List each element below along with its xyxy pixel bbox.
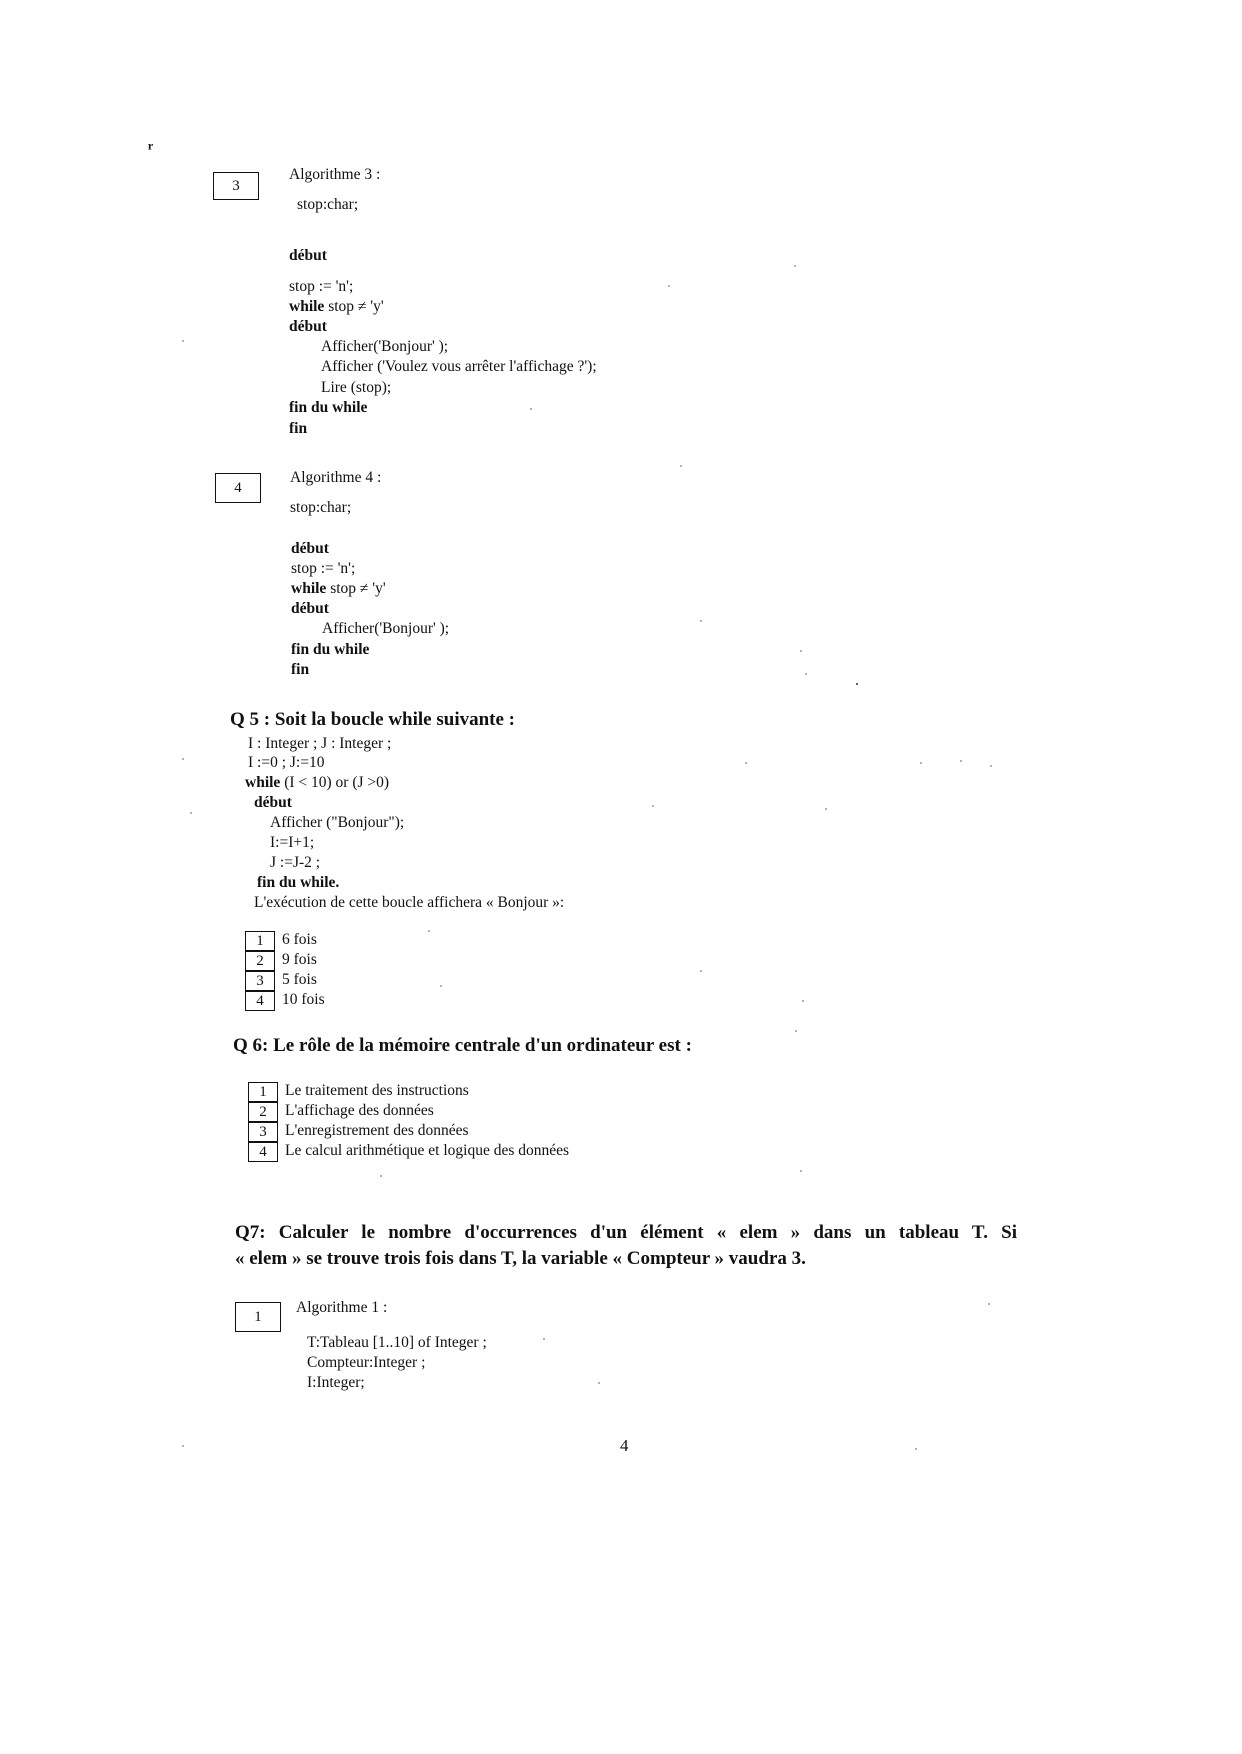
scan-speck xyxy=(802,1000,804,1002)
algo4-line: début xyxy=(291,600,329,617)
algo3-line: début xyxy=(289,318,327,335)
q7-algo1-title: Algorithme 1 : xyxy=(296,1299,388,1316)
q5-code-line: I:=I+1; xyxy=(270,834,315,851)
scan-speck xyxy=(920,762,922,764)
scan-speck xyxy=(745,762,747,764)
scan-speck xyxy=(700,620,702,622)
q6-option-label: Le calcul arithmétique et logique des données xyxy=(285,1142,570,1159)
scan-speck xyxy=(915,1448,917,1450)
q5-code-line: début xyxy=(254,794,292,811)
q5-option-checkbox[interactable]: 4 xyxy=(245,991,275,1011)
scan-speck xyxy=(800,650,802,652)
scan-speck xyxy=(530,408,532,410)
q6-option-checkbox[interactable]: 2 xyxy=(248,1102,278,1122)
q7-title-line2: « elem » se trouve trois fois dans T, la variable « Compteur » vaudra 3. xyxy=(235,1248,806,1269)
scan-speck xyxy=(543,1338,545,1340)
scan-speck xyxy=(988,1303,990,1305)
q5-code-line: while (I < 10) or (J >0) xyxy=(245,774,390,791)
q5-option-label: 9 fois xyxy=(282,951,317,968)
q7-algo1-line: I:Integer; xyxy=(307,1374,365,1391)
algo4-line: début xyxy=(291,540,329,557)
scan-speck xyxy=(800,1170,802,1172)
q5-option-checkbox[interactable]: 3 xyxy=(245,971,275,991)
q5-option-label: 5 fois xyxy=(282,971,317,988)
algo3-line: fin xyxy=(289,420,308,437)
scan-speck xyxy=(652,805,654,807)
q6-option-checkbox[interactable]: 4 xyxy=(248,1142,278,1162)
q5-code-line: J :=J-2 ; xyxy=(270,854,321,871)
scan-speck xyxy=(825,808,827,810)
algo3-line: stop := 'n'; xyxy=(289,278,354,295)
scan-speck xyxy=(380,1175,382,1177)
algo4-while-cond: stop ≠ 'y' xyxy=(330,580,386,597)
q5-code-line: Afficher ("Bonjour"); xyxy=(270,814,405,831)
algo4-line: fin xyxy=(291,661,310,678)
algo3-while-cond: stop ≠ 'y' xyxy=(328,298,384,315)
scan-speck xyxy=(794,265,796,267)
algo4-line: Afficher('Bonjour' ); xyxy=(322,620,450,637)
q6-option-checkbox[interactable]: 3 xyxy=(248,1122,278,1142)
q7-algo1-line: Compteur:Integer ; xyxy=(307,1354,426,1371)
scan-speck xyxy=(700,970,702,972)
q6-option-label: L'affichage des données xyxy=(285,1102,434,1119)
scan-speck xyxy=(428,930,430,932)
q5-code-line: I : Integer ; J : Integer ; xyxy=(248,735,392,752)
algo3-line: Lire (stop); xyxy=(321,379,392,396)
page-number: 4 xyxy=(620,1436,629,1455)
algo3-line: while stop ≠ 'y' xyxy=(289,298,384,315)
scan-mark: ʳ xyxy=(148,138,154,160)
q5-option-label: 10 fois xyxy=(282,991,325,1008)
algo4-line: stop := 'n'; xyxy=(291,560,356,577)
q5-code-line: I :=0 ; J:=10 xyxy=(248,754,325,771)
scan-speck xyxy=(440,985,442,987)
q7-algo1-line: T:Tableau [1..10] of Integer ; xyxy=(307,1334,487,1351)
q6-option-label: Le traitement des instructions xyxy=(285,1082,469,1099)
q6-option-label: L'enregistrement des données xyxy=(285,1122,469,1139)
q5-option-label: 6 fois xyxy=(282,931,317,948)
algo3-line: Afficher ('Voulez vous arrêter l'affichage ?'); xyxy=(321,358,597,375)
scan-speck xyxy=(182,340,184,342)
scan-speck xyxy=(856,683,858,685)
q7-algo1-number-box: 1 xyxy=(235,1302,281,1332)
q5-option-checkbox[interactable]: 1 xyxy=(245,931,275,951)
algo4-line: while stop ≠ 'y' xyxy=(291,580,386,597)
scan-speck xyxy=(680,465,682,467)
scan-speck xyxy=(960,760,962,762)
q5-while-cond: (I < 10) or (J >0) xyxy=(284,774,390,791)
scan-speck xyxy=(805,673,807,675)
algo4-line: fin du while xyxy=(291,641,370,658)
algo3-number-box: 3 xyxy=(213,172,259,200)
algo4-decl: stop:char; xyxy=(290,499,352,516)
algo3-line: fin du while xyxy=(289,399,368,416)
algo4-number-box: 4 xyxy=(215,473,261,503)
algo3-line: Afficher('Bonjour' ); xyxy=(321,338,449,355)
scan-speck xyxy=(795,1030,797,1032)
q6-option-checkbox[interactable]: 1 xyxy=(248,1082,278,1102)
algo3-decl: stop:char; xyxy=(297,196,359,213)
q5-code-line: L'exécution de cette boucle affichera « Bonjour »: xyxy=(254,894,565,911)
q6-title: Q 6: Le rôle de la mémoire centrale d'un ordinateur est : xyxy=(233,1035,692,1056)
algo4-title: Algorithme 4 : xyxy=(290,469,382,486)
q5-title: Q 5 : Soit la boucle while suivante : xyxy=(230,709,516,730)
q5-code-line: fin du while. xyxy=(257,874,340,891)
scan-speck xyxy=(990,765,992,767)
scan-speck xyxy=(190,812,192,814)
q5-option-checkbox[interactable]: 2 xyxy=(245,951,275,971)
scan-speck xyxy=(182,1445,184,1447)
algo3-line: début xyxy=(289,247,327,264)
scan-speck xyxy=(182,758,184,760)
q7-title-line1: Q7: Calculer le nombre d'occurrences d'un élément « elem » dans un tableau T. Si xyxy=(235,1222,1017,1243)
algo3-title: Algorithme 3 : xyxy=(289,166,381,183)
scan-speck xyxy=(598,1382,600,1384)
scan-speck xyxy=(668,285,670,287)
